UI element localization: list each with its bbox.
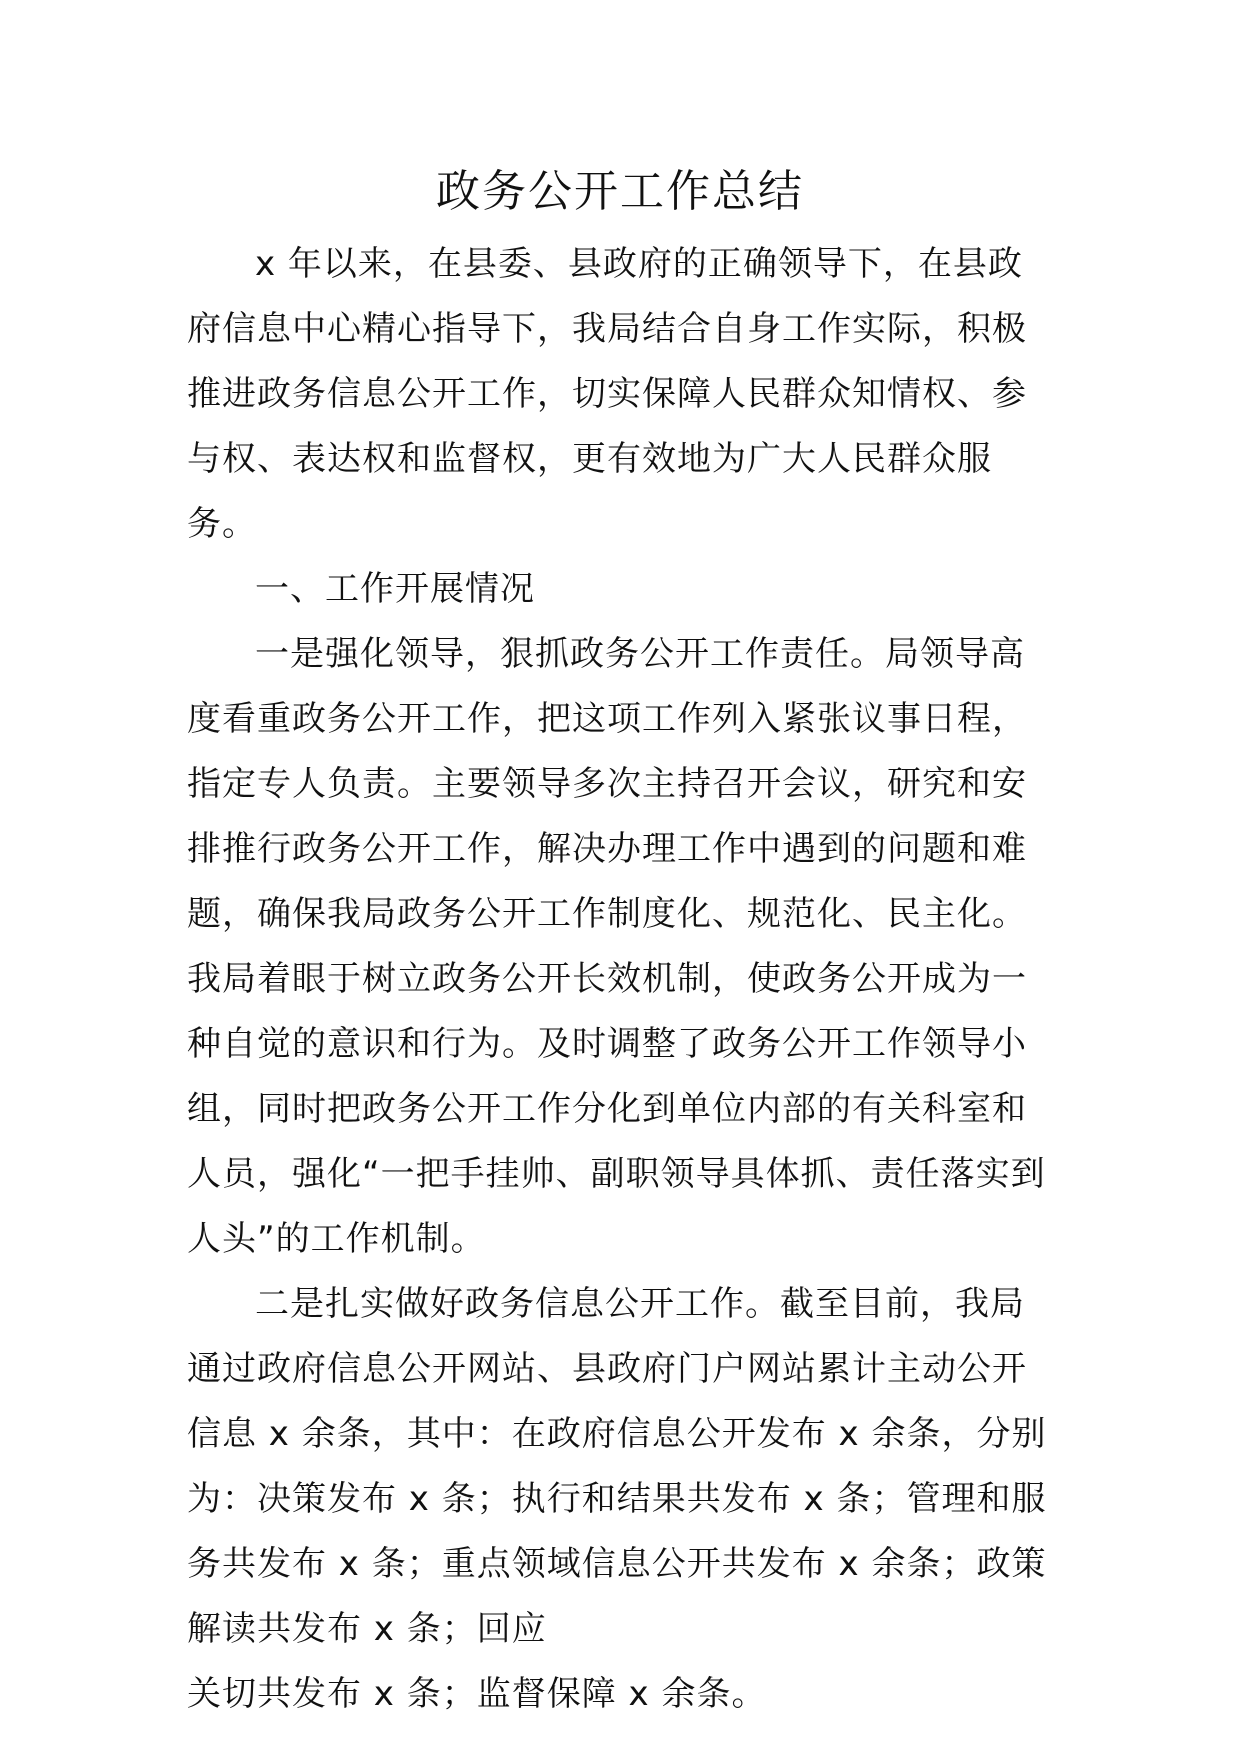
document-title: 政务公开工作总结: [436, 166, 804, 217]
point-two-continuation: 关切共发布 x 条；监督保障 x 余条。: [187, 1674, 767, 1714]
intro-paragraph: x 年以来，在县委、县政府的正确领导下，在县政府信息中心精心指导下，我局结合自身工作实际，积极推进政务信息公开工作，切实保障人民群众知情权、参与权、表达权和监督权，更有效地为广大人民群众服务。: [187, 244, 1027, 544]
document-body: [187, 232, 1055, 1727]
point-one-paragraph: 一是强化领导，狠抓政务公开工作责任。局领导高度看重政务公开工作，把这项工作列入紧张议事日程，指定专人负责。主要领导多次主持召开会议，研究和安排推行政务公开工作，解决办理工作中遇到的问题和难题，确保我局政务公开工作制度化、规范化、民主化。我局着眼于树立政务公开长效机制，使政务公开成为一种自觉的意识和行为。及时调整了政务公开工作领导小组，同时把政务公开工作分化到单位内部的有关科室和人员，强化“一把手挂帅、副职领导具体抓、责任落实到人头”的工作机制。: [187, 634, 1046, 1259]
section-heading: 一、工作开展情况: [255, 569, 535, 609]
point-two-paragraph: 二是扎实做好政务信息公开工作。截至目前，我局通过政府信息公开网站、县政府门户网站累计主动公开信息 x 余条，其中：在政府信息公开发布 x 余条，分别为：决策发布 x 条；执行和结果共发布 x 条；管理和服务共发布 x 条；重点领域信息公开共发布 x 余条；政策解读共发布 x 条；回应: [187, 1284, 1047, 1649]
